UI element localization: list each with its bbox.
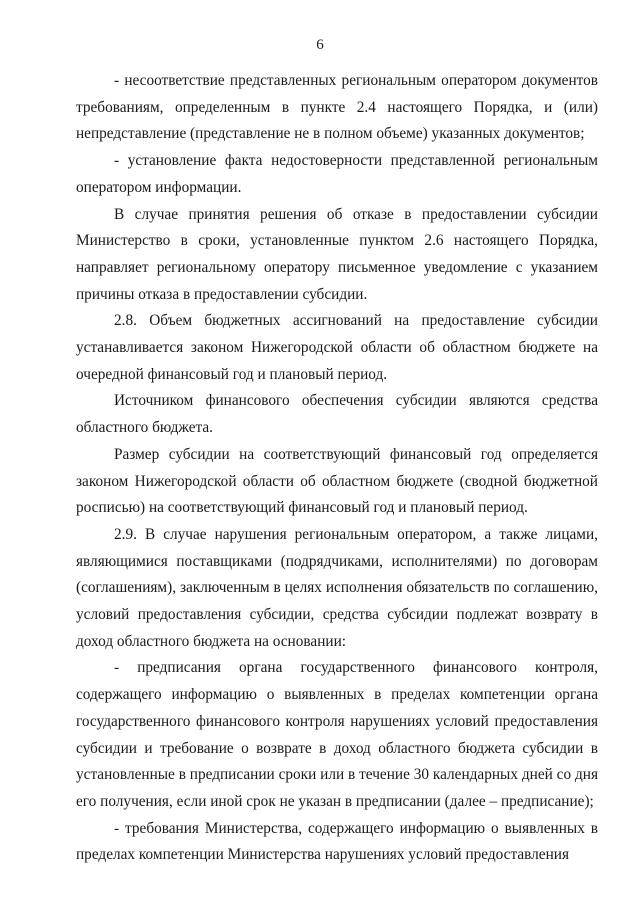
paragraph: В случае принятия решения об отказе в предоставлении субсидии Министерство в сроки, установленные пунктом 2.6 настоящего Порядка, направляет региональному оператору письменное уведомление с указанием причины отказа в предоставлении субсидии. xyxy=(76,205,598,303)
paragraph: - несоответствие представленных региональным оператором документов требованиям, определенным в пункте 2.4 настоящего Порядка, и (или) непредставление (представление не в полном объеме) указанных документов; xyxy=(76,72,598,143)
paragraph: - требования Министерства, содержащего информацию о выявленных в пределах компетенции Министерства нарушениях условий предоставления xyxy=(76,819,598,864)
page-number: 6 xyxy=(316,37,324,53)
document-body xyxy=(76,68,598,869)
paragraph: - установление факта недостоверности представленной региональным оператором информации. xyxy=(76,152,598,196)
paragraph: Размер субсидии на соответствующий финансовый год определяется законом Нижегородской области об областном бюджете (сводной бюджетной росписью) на соответствующий финансовый год и плановый период. xyxy=(76,445,598,517)
paragraph: - предписания органа государственного финансового контроля, содержащего информацию о выявленных в пределах компетенции органа государственного финансового контроля нарушениях условий предоставления субсидии и требование о возврате в доход областного бюджета субсидии в установленные в предписании сроки или в течение 30 календарных дней со дня его получения, если иной срок не указан в предписании (далее – предписание); xyxy=(76,659,598,810)
paragraph: 2.8. Объем бюджетных ассигнований на предоставление субсидии устанавливается законом Нижегородской области об областном бюджете на очередной финансовый год и плановый период. xyxy=(76,312,598,383)
paragraph: Источником финансового обеспечения субсидии являются средства областного бюджета. xyxy=(76,392,598,437)
paragraph: 2.9. В случае нарушения региональным оператором, а также лицами, являющимися поставщиками (подрядчиками, исполнителями) по договорам (соглашениям), заключенным в целях исполнения обязательств по соглашению, условий предоставления субсидии, средства субсидии подлежат возврату в доход областного бюджета на основании: xyxy=(76,525,598,650)
